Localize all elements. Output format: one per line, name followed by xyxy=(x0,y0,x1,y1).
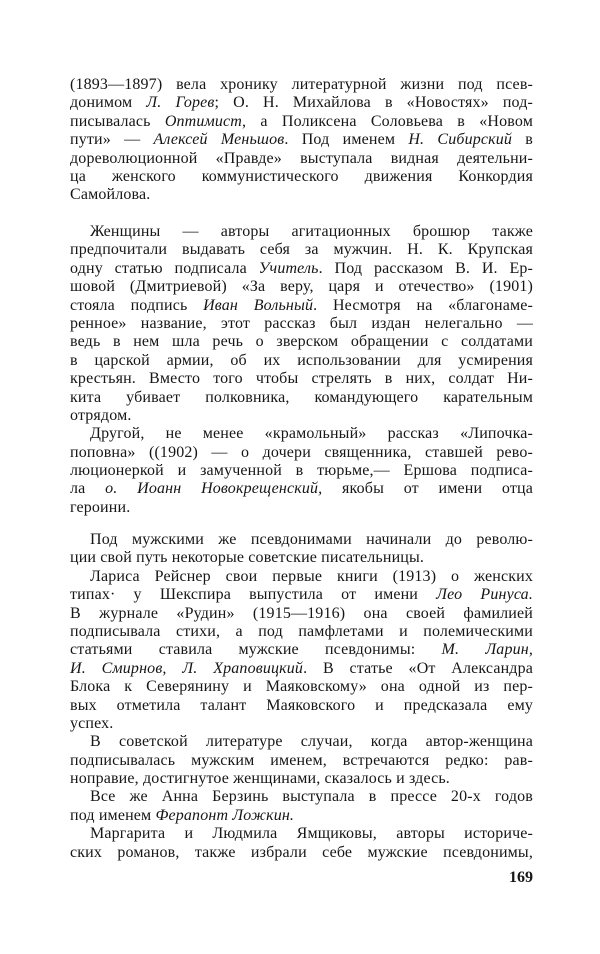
text-segment: отрядом. xyxy=(70,406,132,424)
text-segment: ; О. Н. Михайлова в «Новостях» под- xyxy=(214,94,533,112)
italic-pseudonym: Учитель xyxy=(258,259,319,277)
text-block-3 xyxy=(70,531,533,862)
italic-pseudonym: И. Смирнов, Л. Храповицкий xyxy=(70,659,304,677)
italic-pseudonym: Иван Вольный xyxy=(203,296,314,314)
italic-pseudonym: М. Ларин, xyxy=(441,641,533,659)
text-segment: Все же Анна Берзинь выступала в прессе 20-х годов xyxy=(90,788,533,806)
text-segment: крестьян. Вместо того чтобы стрелять в них, солдат Ни- xyxy=(70,370,533,388)
text-segment: (1893—1897) вела хронику литературной жизни под псев- xyxy=(70,76,533,93)
text-line xyxy=(70,733,533,751)
text-line xyxy=(70,480,533,498)
text-segment: якобы от имени отца xyxy=(322,480,533,498)
text-line xyxy=(70,623,533,641)
text-line xyxy=(70,370,533,388)
text-segment: кита убивает полковника, командующего карательным xyxy=(70,388,533,406)
text-segment: статьями ставила мужские псевдонимы: xyxy=(70,641,442,659)
text-segment: . В статье «От Александра xyxy=(303,659,534,677)
text-line xyxy=(70,241,533,259)
text-segment: ноправие, достигнутое женщинами, сказалось и здесь. xyxy=(70,770,450,788)
text-line xyxy=(70,531,533,549)
text-segment: , а Поликсена Соловьева в «Новом xyxy=(242,112,533,130)
text-line xyxy=(70,660,533,678)
text-line xyxy=(70,462,533,480)
text-line xyxy=(70,94,533,112)
text-line xyxy=(70,186,533,204)
text-line xyxy=(70,131,533,149)
text-segment: в царской армии, об их использовании для усмирения xyxy=(70,351,533,369)
text-block-1 xyxy=(70,76,533,205)
text-segment: . Несмотря на «благонаме- xyxy=(313,296,533,314)
text-segment: типах· у Шекспира выпустила от имени xyxy=(70,586,437,604)
text-line xyxy=(70,807,533,825)
text-segment: писывалась xyxy=(70,112,165,130)
text-segment: Самойлова. xyxy=(70,186,151,204)
italic-pseudonym: Н. Сибирский xyxy=(408,131,513,149)
text-line xyxy=(70,499,533,517)
text-line xyxy=(70,425,533,443)
text-line xyxy=(70,752,533,770)
text-segment: успех. xyxy=(70,714,114,732)
text-segment: подписывала стихи, а под памфлетами и полемическими xyxy=(70,622,533,640)
text-line xyxy=(70,844,533,862)
text-segment: Под мужскими же псевдонимами начинали до револю- xyxy=(90,531,533,548)
text-line xyxy=(70,352,533,370)
text-segment: пути» — xyxy=(70,131,154,149)
page-number: 169 xyxy=(509,869,533,886)
text-segment: ции свой путь некоторые советские писательницы. xyxy=(70,549,425,567)
text-segment: люционеркой и замученной в тюрьме,— Ершова подписа- xyxy=(70,462,533,480)
text-segment: донимом xyxy=(70,94,147,112)
text-segment: ла xyxy=(70,480,106,498)
text-line xyxy=(70,389,533,407)
italic-pseudonym: Ферапонт Ложкин. xyxy=(155,806,295,824)
text-line xyxy=(70,641,533,659)
text-segment: ских романов, также избрали себе мужские псевдонимы, xyxy=(70,843,533,861)
text-line xyxy=(70,788,533,806)
text-line xyxy=(70,150,533,168)
text-segment: под именем xyxy=(70,806,156,824)
text-segment: ренное» название, этот рассказ был издан нелегально — xyxy=(70,314,533,332)
text-line xyxy=(70,678,533,696)
text-line xyxy=(70,407,533,425)
text-line xyxy=(70,605,533,623)
text-segment: ведь в нем шла речь о зверском обращении с солдатами xyxy=(70,333,533,351)
text-line xyxy=(70,568,533,586)
text-segment: . Под рассказом В. И. Ер- xyxy=(318,259,533,277)
italic-pseudonym: Оптимист xyxy=(164,112,242,130)
text-segment: В советской литературе случаи, когда автор-женщина xyxy=(90,733,533,751)
text-line xyxy=(70,333,533,351)
text-segment: героини. xyxy=(70,498,131,516)
text-line xyxy=(70,770,533,788)
italic-pseudonym: Лео Ринуса. xyxy=(436,586,533,604)
text-line xyxy=(70,76,533,94)
text-line xyxy=(70,715,533,733)
text-segment: стояла подпись xyxy=(70,296,204,314)
text-segment: Блока к Северянину и Маяковскому» она одной из пер- xyxy=(70,678,533,696)
text-segment: Женщины — авторы агитационных брошюр также xyxy=(90,223,533,240)
text-line xyxy=(70,825,533,843)
text-segment: . Под именем xyxy=(284,131,409,149)
text-line xyxy=(70,586,533,604)
text-segment: подписывалась мужским именем, встречаются редко: рав- xyxy=(70,751,533,769)
text-line xyxy=(70,278,533,296)
text-block-2 xyxy=(70,223,533,517)
text-segment: ца женского коммунистического движения Конкордия xyxy=(70,167,533,185)
text-segment: шовой (Дмитриевой) «За веру, царя и отечество» (1901) xyxy=(70,278,533,296)
text-segment: Маргарита и Людмила Ямщиковы, авторы историче- xyxy=(90,825,533,843)
text-line xyxy=(70,113,533,131)
text-line xyxy=(70,697,533,715)
text-segment: в xyxy=(512,131,534,149)
text-line xyxy=(70,260,533,278)
text-line xyxy=(70,315,533,333)
text-line xyxy=(70,223,533,241)
text-segment: предпочитали выдавать себя за мужчин. Н. К. Крупская xyxy=(70,241,533,259)
text-segment: поповна» ((1902) — о дочери священника, ставшей рево- xyxy=(70,443,533,461)
text-segment: В журнале «Рудин» (1915—1916) она своей фамилией xyxy=(70,604,533,622)
italic-pseudonym: Алексей Меньшов xyxy=(153,131,285,149)
text-segment: дореволюционной «Правде» выступала видная деятельни- xyxy=(70,149,533,167)
text-line xyxy=(70,444,533,462)
text-line xyxy=(70,297,533,315)
text-segment: Лариса Рейснер свои первые книги (1913) о женских xyxy=(90,567,533,585)
text-line xyxy=(70,549,533,567)
text-segment: вых отметила талант Маяковского и предсказала ему xyxy=(70,696,533,714)
italic-pseudonym: Л. Горев xyxy=(146,94,215,112)
text-line xyxy=(70,168,533,186)
text-segment: одну статью подписала xyxy=(70,259,259,277)
italic-pseudonym: о. Иоанн Новокрещенский, xyxy=(105,480,323,498)
text-segment: Другой, не менее «крамольный» рассказ «Липочка- xyxy=(90,425,533,443)
